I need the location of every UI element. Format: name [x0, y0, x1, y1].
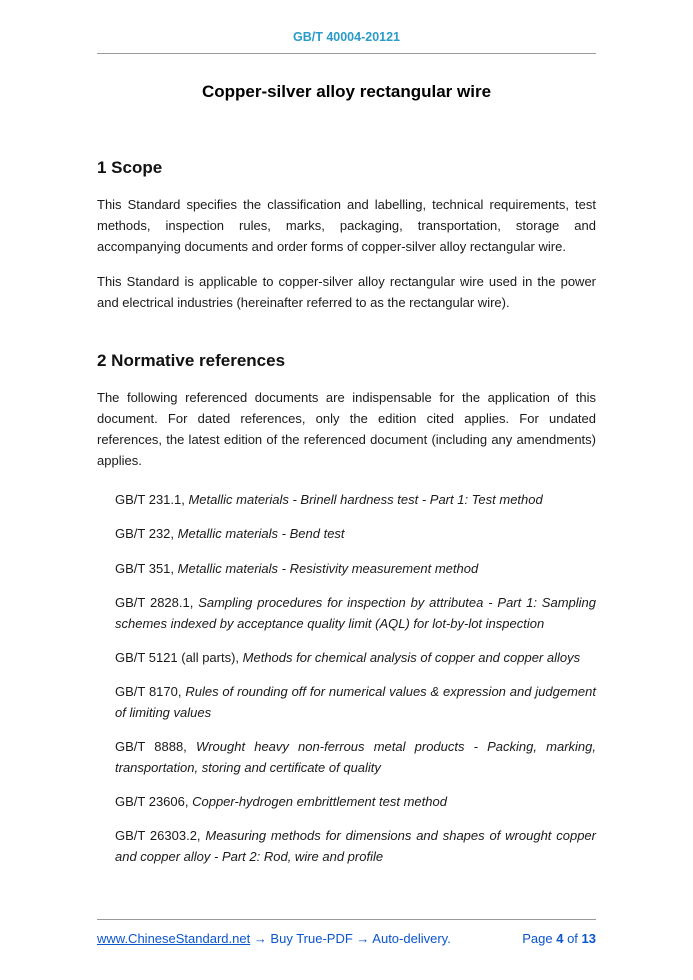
scope-paragraph-1: This Standard specifies the classification and labelling, technical requirements, test methods, inspection rules, marks, packaging, transportation, storage and accompanying documents and order forms of copper-silver alloy rectangular wire.	[97, 197, 596, 255]
reference-title: Copper-hydrogen embrittlement test method	[192, 793, 447, 809]
normative-intro: The following referenced documents are indispensable for the application of this document. For dated references, only the edition cited applies. For undated references, the latest edition of the referenced document (including any amendments) applies.	[97, 390, 596, 469]
reference-item	[115, 489, 596, 510]
footer-divider	[97, 919, 596, 920]
section-heading-scope: 1 Scope	[97, 158, 163, 177]
reference-code: GB/T 26303.2,	[115, 827, 206, 843]
page-total: 13	[581, 931, 596, 946]
page-header	[97, 0, 596, 54]
page-label: Page	[522, 931, 553, 946]
footer-tagline-text: → Buy True-PDF → Auto-delivery.	[250, 931, 451, 946]
reference-code: GB/T 231.1,	[115, 492, 189, 508]
reference-title: Methods for chemical analysis of copper and copper alloys	[242, 649, 581, 665]
reference-title: Metallic materials - Resistivity measurement method	[177, 560, 479, 576]
reference-code: GB/T 23606,	[115, 793, 193, 809]
of-label: of	[567, 931, 578, 946]
reference-code: GB/T 232,	[115, 526, 178, 542]
reference-title: Metallic materials - Brinell hardness test - Part 1: Test method	[188, 492, 543, 508]
document-title: Copper-silver alloy rectangular wire	[201, 82, 492, 101]
reference-item	[115, 825, 596, 867]
scope-paragraph-2: This Standard is applicable to copper-silver alloy rectangular wire used in the power and electrical industries (hereinafter referred to as the rectangular wire).	[97, 274, 596, 311]
reference-item	[115, 558, 596, 579]
reference-item	[115, 791, 596, 812]
page-current: 4	[556, 931, 564, 946]
reference-item	[115, 647, 596, 668]
document-body	[97, 54, 596, 880]
reference-list	[115, 489, 596, 867]
reference-item	[115, 523, 596, 544]
page-indicator	[522, 931, 596, 946]
reference-item	[115, 681, 596, 723]
reference-title: Metallic materials - Bend test	[177, 526, 345, 542]
reference-title: Measuring methods for dimensions and shapes of wrought copper and copper alloy - Part 2: Rod, wire and profile	[115, 827, 596, 864]
reference-item	[115, 736, 596, 778]
page-footer	[97, 919, 596, 980]
footer-row	[97, 931, 596, 946]
reference-item	[115, 592, 596, 634]
reference-code: GB/T 5121 (all parts),	[115, 649, 243, 665]
footer-tagline	[97, 931, 451, 946]
chinesestandard-link[interactable]: www.ChineseStandard.net	[97, 931, 251, 946]
reference-title: Rules of rounding off for numerical values & expression and judgement of limiting values	[115, 683, 597, 720]
reference-title: Sampling procedures for inspection by attributea - Part 1: Sampling schemes indexed by acceptance quality limit (AQL) for lot-by-lot inspection	[115, 594, 597, 631]
reference-code: GB/T 8170,	[115, 683, 186, 699]
doc-number: GB/T 40004-20121	[292, 30, 400, 44]
reference-code: GB/T 2828.1,	[115, 594, 199, 610]
reference-code: GB/T 351,	[115, 560, 178, 576]
section-heading-normative-references: 2 Normative references	[97, 351, 286, 371]
reference-code: GB/T 8888,	[115, 738, 196, 754]
reference-title: Wrought heavy non-ferrous metal products - Packing, marking, transportation, storing and certificate of quality	[115, 738, 596, 775]
